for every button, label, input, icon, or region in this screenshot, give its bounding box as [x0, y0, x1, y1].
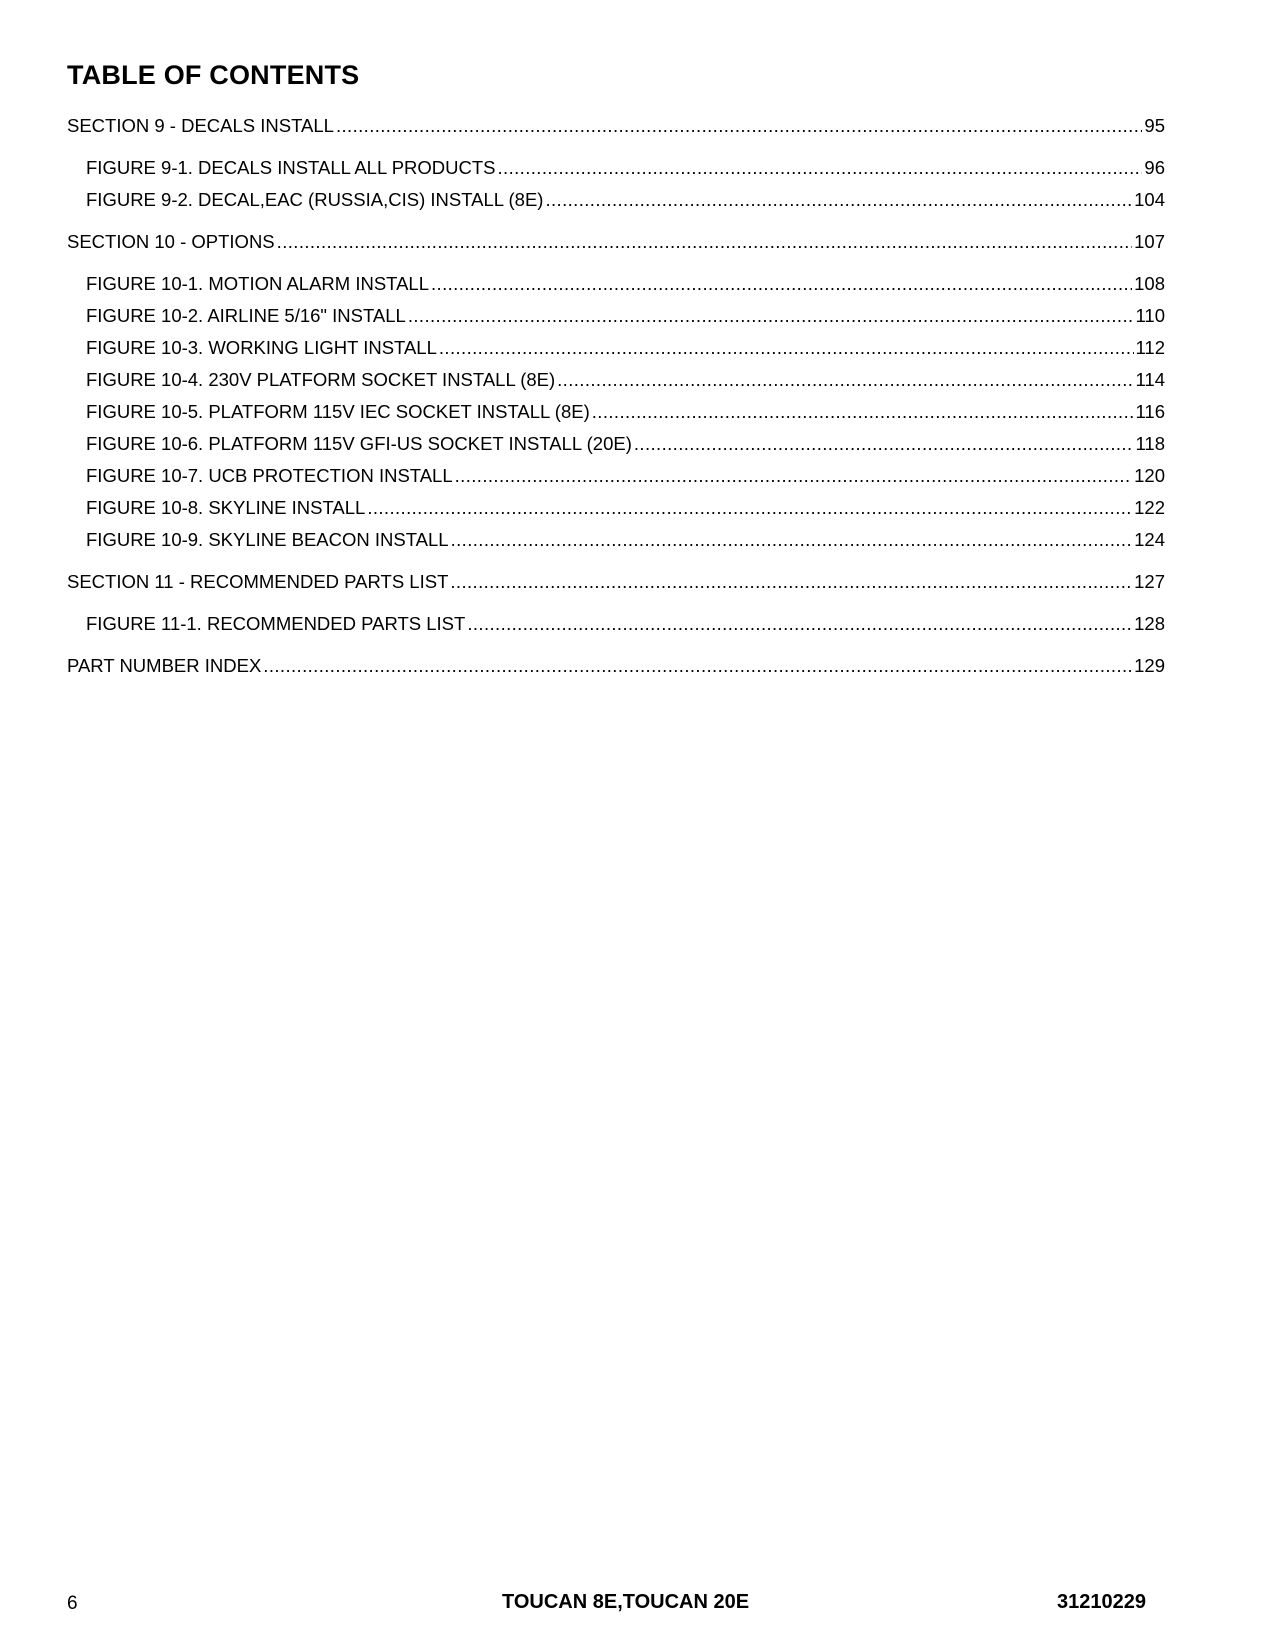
toc-entry-page: 128 — [1134, 613, 1165, 634]
dot-leader — [634, 428, 1134, 460]
dot-leader — [455, 460, 1132, 492]
toc-figure-entry[interactable] — [67, 428, 1165, 460]
toc-section-entry[interactable] — [67, 566, 1165, 598]
toc-figure-entry[interactable] — [67, 184, 1165, 216]
toc-entry-page: 110 — [1135, 305, 1165, 326]
toc-figure-entry[interactable] — [67, 524, 1165, 556]
toc-figure-entry[interactable] — [67, 332, 1165, 364]
toc-figure-entry[interactable] — [67, 492, 1165, 524]
toc-entry-label: FIGURE 9-1. DECALS INSTALL ALL PRODUCTS — [86, 157, 496, 178]
toc-entry-page: 112 — [1135, 337, 1165, 358]
toc-entry-page: 127 — [1134, 571, 1165, 592]
toc-figure-entry[interactable] — [67, 152, 1165, 184]
footer-title: TOUCAN 8E,TOUCAN 20E — [502, 1591, 750, 1613]
dot-leader — [431, 268, 1132, 300]
toc-entry-page: 96 — [1144, 157, 1165, 178]
toc-entry-label: FIGURE 10-2. AIRLINE 5/16" INSTALL — [86, 305, 406, 326]
toc-entry-label: FIGURE 10-3. WORKING LIGHT INSTALL — [86, 337, 437, 358]
dot-leader — [277, 226, 1132, 258]
toc-entry-label: FIGURE 11-1. RECOMMENDED PARTS LIST — [86, 613, 466, 634]
toc-entry-page: 118 — [1135, 433, 1165, 454]
dot-leader — [408, 300, 1134, 332]
toc-entry-page: 120 — [1134, 465, 1165, 486]
toc-entry-page: 95 — [1144, 115, 1165, 136]
toc-figure-entry[interactable] — [67, 396, 1165, 428]
page-title: TABLE OF CONTENTS — [67, 60, 360, 90]
toc-entry-label: SECTION 10 - OPTIONS — [67, 231, 275, 252]
toc-figure-entry[interactable] — [67, 608, 1165, 640]
toc-entry-label: FIGURE 9-2. DECAL,EAC (RUSSIA,CIS) INSTALL (8E) — [86, 189, 544, 210]
toc-entry-page: 114 — [1135, 369, 1165, 390]
toc-entry-page: 104 — [1134, 189, 1165, 210]
toc-section-entry[interactable] — [67, 110, 1165, 142]
dot-leader — [263, 650, 1132, 682]
toc-entry-page: 122 — [1134, 497, 1165, 518]
toc-entry-page: 108 — [1134, 273, 1165, 294]
toc-section-entry[interactable] — [67, 650, 1165, 682]
toc-entry-page: 116 — [1135, 401, 1165, 422]
dot-leader — [592, 396, 1134, 428]
dot-leader — [451, 524, 1133, 556]
toc-figure-entry[interactable] — [67, 300, 1165, 332]
toc-entry-label: FIGURE 10-4. 230V PLATFORM SOCKET INSTALL (8E) — [86, 369, 556, 390]
toc-figure-entry[interactable] — [67, 364, 1165, 396]
dot-leader — [450, 566, 1132, 598]
toc-entry-label: FIGURE 10-9. SKYLINE BEACON INSTALL — [86, 529, 449, 550]
toc-figure-entry[interactable] — [67, 268, 1165, 300]
toc-entry-label: SECTION 11 - RECOMMENDED PARTS LIST — [67, 571, 449, 592]
footer-doc-number: 31210229 — [1057, 1591, 1146, 1613]
toc-entry-label: FIGURE 10-8. SKYLINE INSTALL — [86, 497, 366, 518]
toc-entry-label: FIGURE 10-5. PLATFORM 115V IEC SOCKET INSTALL (8E) — [86, 401, 590, 422]
dot-leader — [336, 110, 1142, 142]
toc-figure-entry[interactable] — [67, 460, 1165, 492]
toc-entry-label: FIGURE 10-7. UCB PROTECTION INSTALL — [86, 465, 453, 486]
dot-leader — [467, 608, 1132, 640]
table-of-contents — [67, 110, 1165, 682]
dot-leader — [439, 332, 1134, 364]
toc-entry-page: 129 — [1134, 655, 1165, 676]
toc-section-entry[interactable] — [67, 226, 1165, 258]
footer-page-number: 6 — [67, 1593, 78, 1614]
dot-leader — [557, 364, 1133, 396]
toc-entry-label: FIGURE 10-1. MOTION ALARM INSTALL — [86, 273, 430, 294]
toc-entry-page: 124 — [1134, 529, 1165, 550]
dot-leader — [545, 184, 1132, 216]
toc-entry-label: PART NUMBER INDEX — [67, 655, 262, 676]
dot-leader — [367, 492, 1132, 524]
toc-entry-label: SECTION 9 - DECALS INSTALL — [67, 115, 334, 136]
dot-leader — [498, 152, 1143, 184]
toc-entry-label: FIGURE 10-6. PLATFORM 115V GFI-US SOCKET INSTALL (20E) — [86, 433, 632, 454]
toc-entry-page: 107 — [1134, 231, 1165, 252]
